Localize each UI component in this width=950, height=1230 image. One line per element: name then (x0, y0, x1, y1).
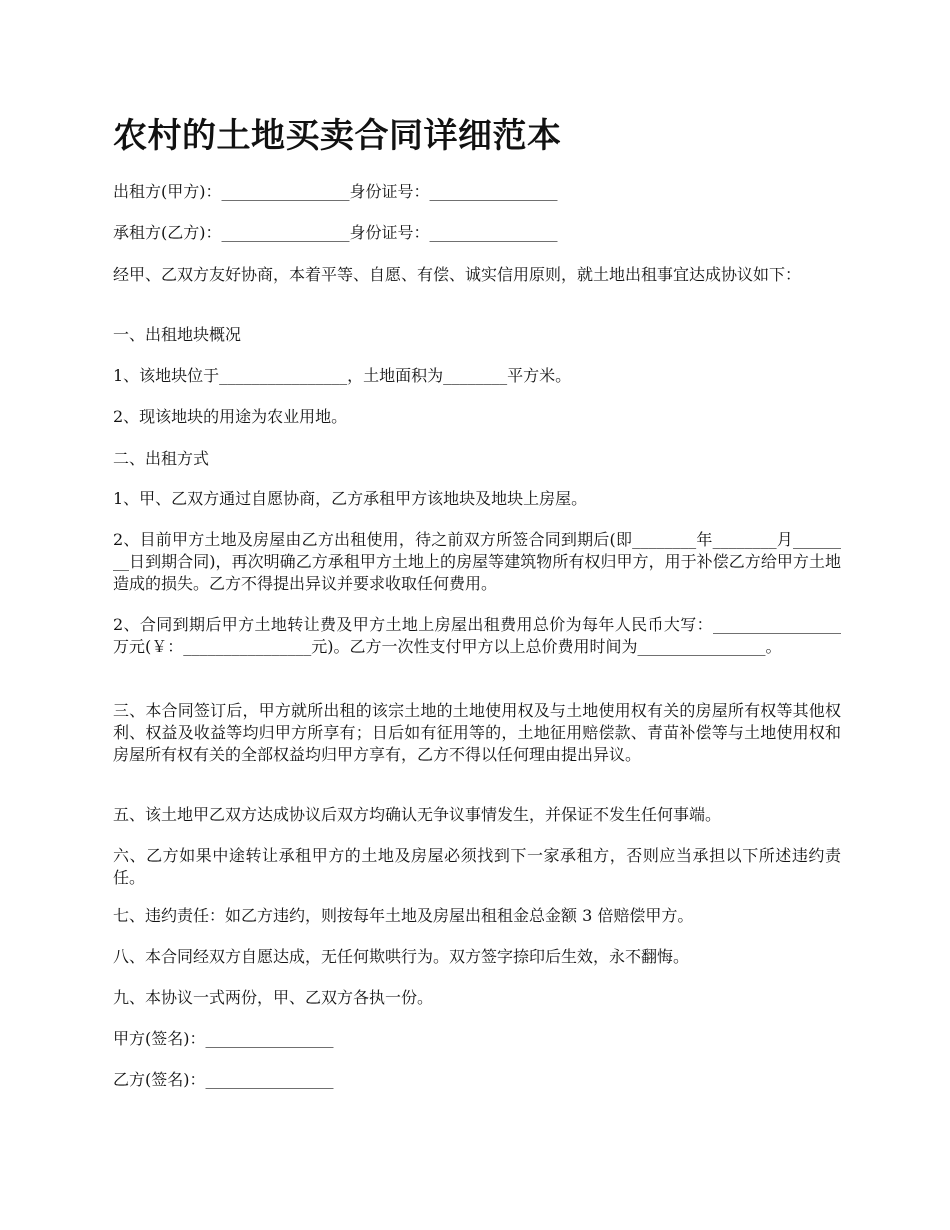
clause-1-2: 2、现该地块的用途为农业用地。 (113, 407, 348, 426)
signature-party-a: 甲方(签名)：________________ (113, 1029, 334, 1048)
party-b-line: 承租方(乙方)：________________身份证号：________________ (113, 223, 558, 242)
document-title: 农村的土地买卖合同详细范本 (113, 116, 562, 156)
clause-7: 七、违约责任：如乙方违约，则按每年土地及房屋出租租金总金额 3 倍赔偿甲方。 (113, 906, 694, 925)
clause-9: 九、本协议一式两份，甲、乙双方各执一份。 (113, 988, 434, 1007)
clause-6: 六、乙方如果中途转让承租甲方的土地及房屋必须找到下一家承租方，否则应当承担以下所述违约责任。 (113, 846, 841, 887)
intro-paragraph: 经甲、乙双方友好协商，本着平等、自愿、有偿、诚实信用原则，就土地出租事宜达成协议如下： (113, 265, 802, 284)
party-a-line: 出租方(甲方)：________________身份证号：________________ (113, 182, 558, 201)
clause-8: 八、本合同经双方自愿达成，无任何欺哄行为。双方签字捺印后生效，永不翻悔。 (113, 947, 690, 966)
clause-1-1: 1、该地块位于________________，土地面积为________平方米。 (113, 366, 572, 385)
clause-2-2b: 2、合同到期后甲方土地转让费及甲方土地上房屋出租费用总价为每年人民币大写：________________万元(￥：________________元)。乙方一次性支付甲方以上总价费用时间为________________。 (113, 615, 841, 656)
clause-2-2: 2、目前甲方土地及房屋由乙方出租使用，待之前双方所签合同到期后(即________年________月________日到期合同)，再次明确乙方承租甲方土地上的房屋等建筑物所有权归甲方，用于补偿乙方给甲方土地造成的损失。乙方不得提出异议并要求收取任何费用。 (113, 530, 841, 593)
signature-party-b: 乙方(签名)：________________ (113, 1070, 334, 1089)
section-heading-1: 一、出租地块概况 (113, 325, 242, 344)
section-heading-2: 二、出租方式 (113, 449, 210, 468)
clause-3: 三、本合同签订后，甲方就所出租的该宗土地的土地使用权及与土地使用权有关的房屋所有权等其他权利、权益及收益等均归甲方所享有；日后如有征用等的，土地征用赔偿款、青苗补偿等与土地使用权和房屋所有权有关的全部权益均归甲方享有，乙方不得以任何理由提出异议。 (113, 701, 841, 764)
clause-2-1: 1、甲、乙双方通过自愿协商，乙方承租甲方该地块及地块上房屋。 (113, 489, 588, 508)
clause-5: 五、该土地甲乙双方达成协议后双方均确认无争议事情发生，并保证不发生任何事端。 (113, 805, 722, 824)
